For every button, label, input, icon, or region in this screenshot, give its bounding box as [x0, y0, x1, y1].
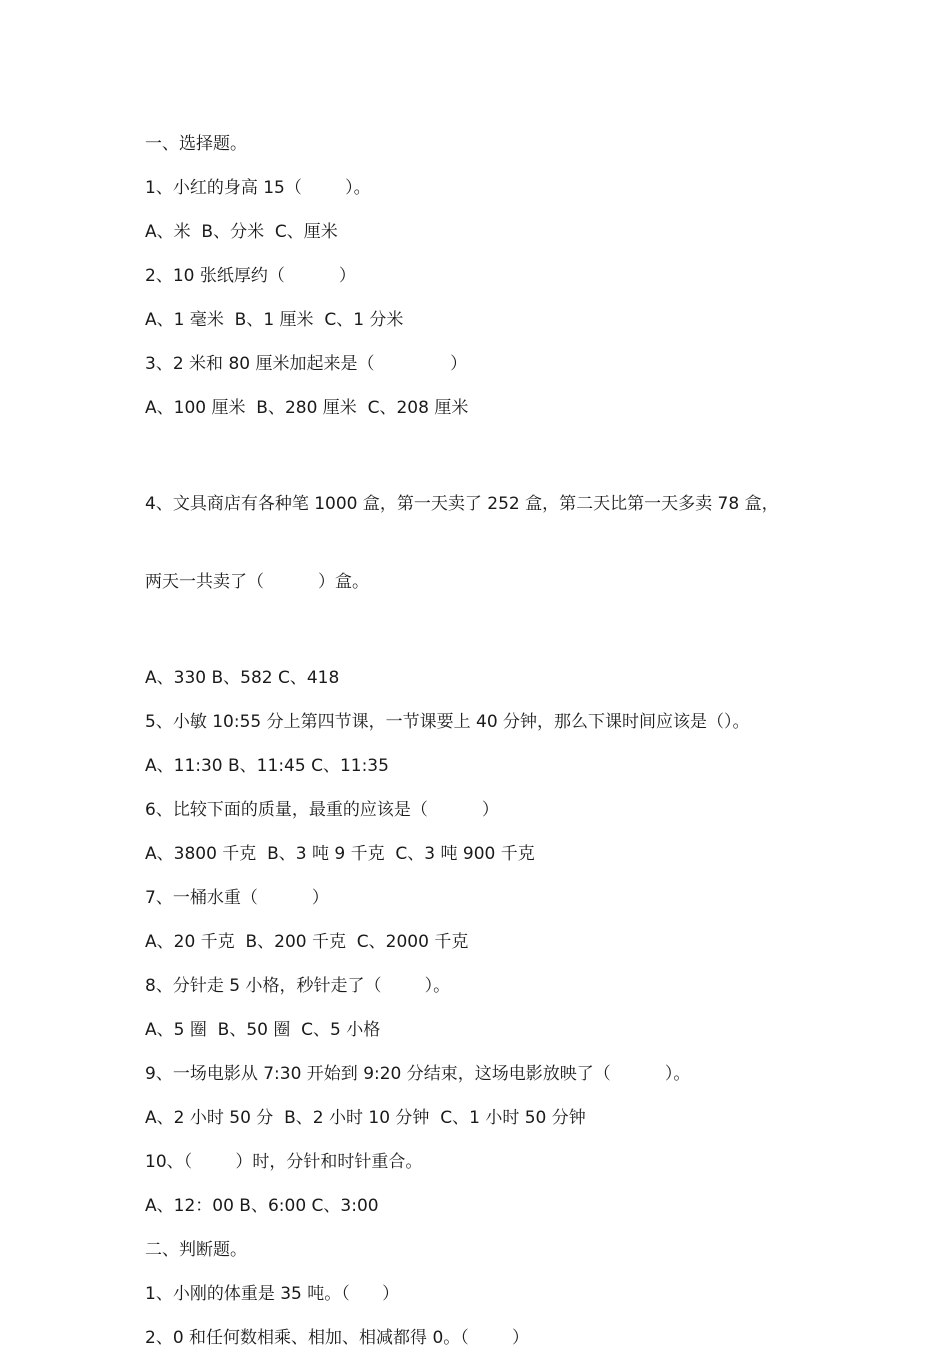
- question-9: 9、一场电影从 7:30 开始到 9:20 分结束，这场电影放映了（ ）。: [145, 1064, 691, 1084]
- question-7: 7、一桶水重（ ）: [145, 888, 329, 908]
- question-4: [145, 439, 825, 647]
- question-1: 1、小红的身高 15（ ）。: [145, 178, 371, 198]
- question-3: 3、2 米和 80 厘米加起来是（ ）: [145, 354, 468, 374]
- question-3-options: A、100 厘米 B、280 厘米 C、208 厘米: [145, 398, 469, 418]
- section-heading-judge: 二、判断题。: [145, 1240, 247, 1260]
- question-10-options: A、12：00 B、6:00 C、3:00: [145, 1196, 379, 1216]
- question-6-options: A、3800 千克 B、3 吨 9 千克 C、3 吨 900 千克: [145, 844, 535, 864]
- question-9-options: A、2 小时 50 分 B、2 小时 10 分钟 C、1 小时 50 分钟: [145, 1108, 586, 1128]
- question-2-options: A、1 毫米 B、1 厘米 C、1 分米: [145, 310, 404, 330]
- question-2: 2、10 张纸厚约（ ）: [145, 266, 356, 286]
- question-7-options: A、20 千克 B、200 千克 C、2000 千克: [145, 932, 469, 952]
- question-4-line-2: 两天一共卖了（ ）盒。: [145, 572, 370, 592]
- judge-question-1: 1、小刚的体重是 35 吨。（ ）: [145, 1284, 400, 1304]
- question-5: 5、小敏 10:55 分上第四节课，一节课要上 40 分钟，那么下课时间应该是（）。: [145, 712, 750, 732]
- question-8: 8、分针走 5 小格，秒针走了（ ）。: [145, 976, 451, 996]
- question-8-options: A、5 圈 B、50 圈 C、5 小格: [145, 1020, 381, 1040]
- section-heading-choice: 一、选择题。: [145, 134, 247, 154]
- question-6: 6、比较下面的质量，最重的应该是（ ）: [145, 800, 499, 820]
- question-4-options: A、330 B、582 C、418: [145, 668, 340, 688]
- question-5-options: A、11:30 B、11:45 C、11:35: [145, 756, 389, 776]
- question-1-options: A、米 B、分米 C、厘米: [145, 222, 338, 242]
- question-10: 10、（ ）时，分针和时针重合。: [145, 1152, 423, 1172]
- document-content: [145, 131, 825, 1369]
- judge-question-2: 2、0 和任何数相乘、相加、相减都得 0。（ ）: [145, 1328, 529, 1348]
- question-4-line-1: 4、文具商店有各种笔 1000 盒，第一天卖了 252 盒，第二天比第一天多卖 78 盒，: [145, 494, 779, 514]
